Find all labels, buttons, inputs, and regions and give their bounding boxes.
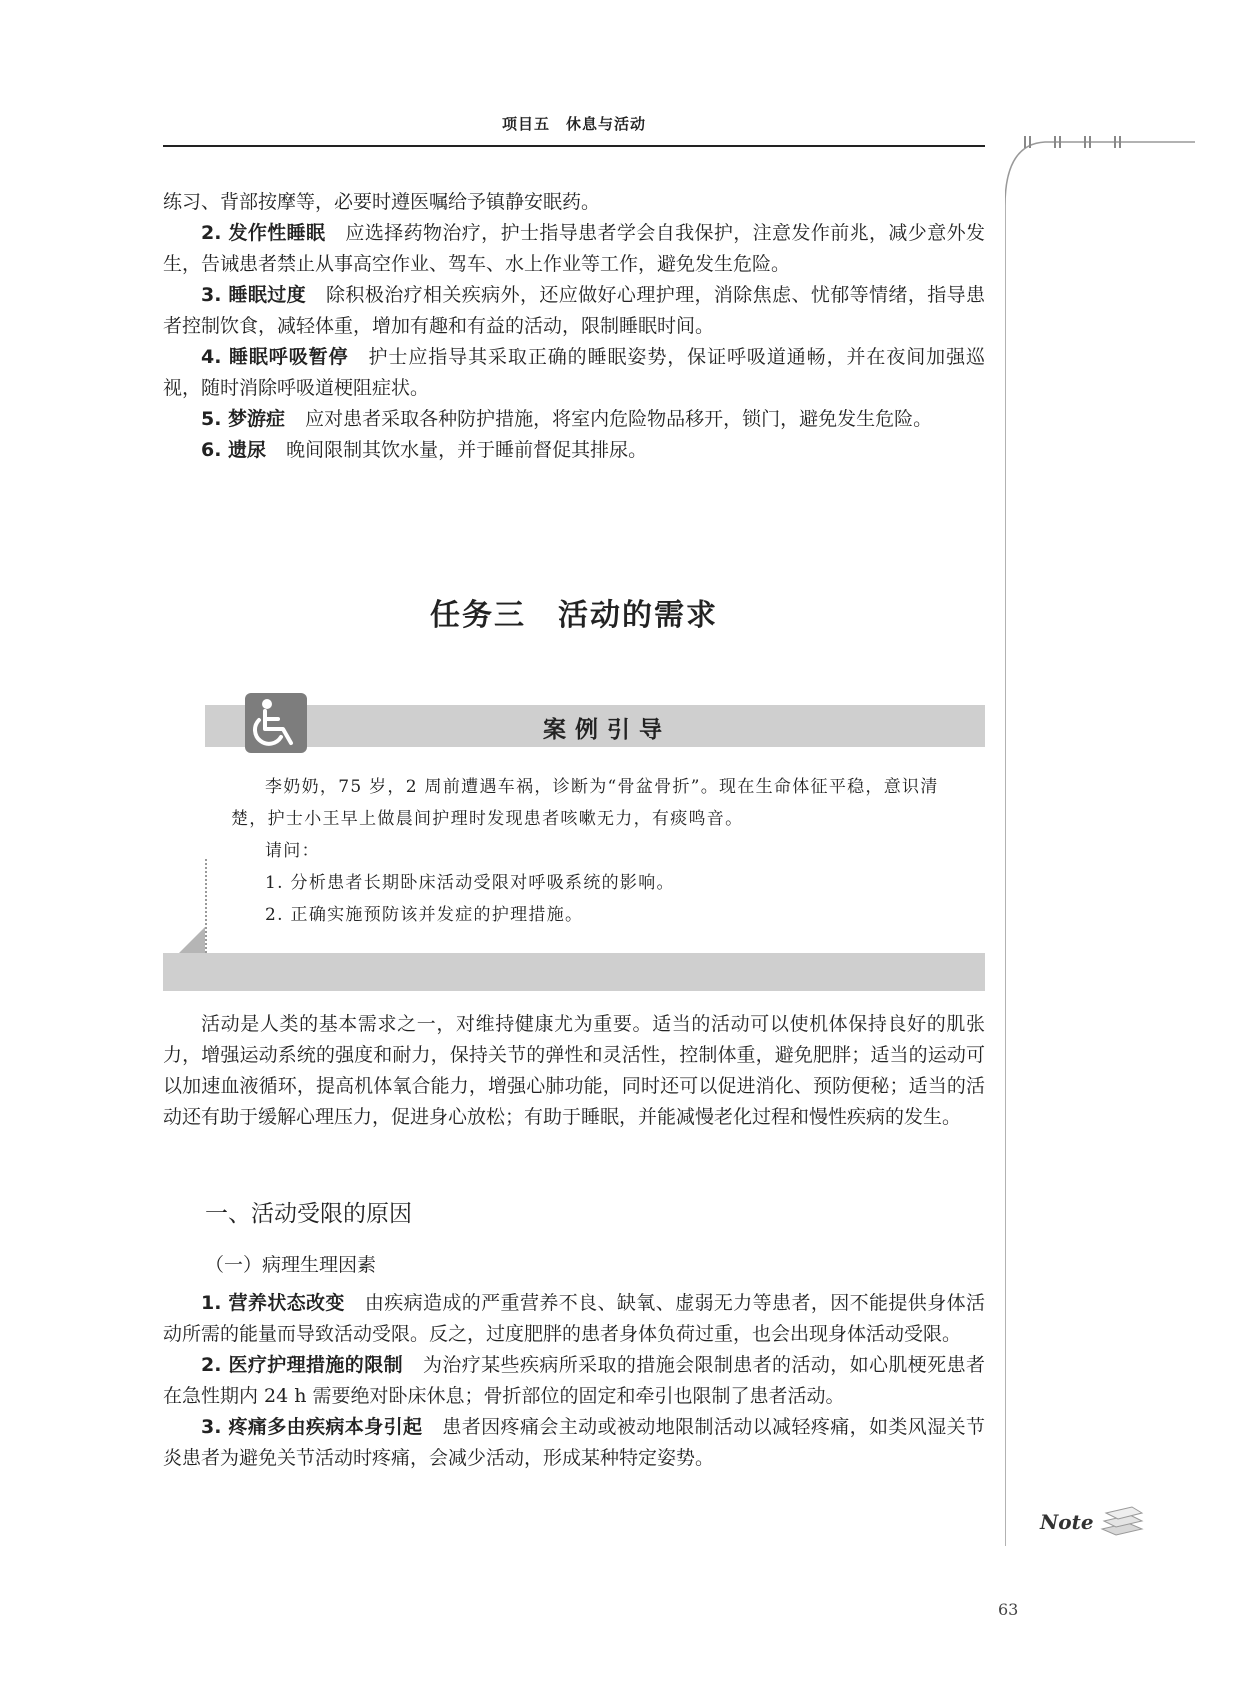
item-text: 应对患者采取各种防护措施，将室内危险物品移开，锁门，避免发生危险。 [305, 408, 933, 430]
list-item [163, 280, 985, 342]
item-term: 1. 营养状态改变 [201, 1292, 345, 1314]
intro-section [163, 1009, 985, 1133]
item-text: 由疾病造成的严重营养不良、缺氧、虚弱无力等患者，因不能提供身体活动所需的能量而导致活动受限。反之，过度肥胖的患者身体负荷过重，也会出现身体活动受限。 [163, 1292, 985, 1345]
running-header: 项目五 休息与活动 [501, 115, 646, 133]
item-term: 4. 睡眠呼吸暂停 [201, 346, 349, 368]
section-title: 任务三 活动的需求 [430, 598, 718, 633]
case-narrative: 李奶奶，75 岁，2 周前遭遇车祸，诊断为“骨盆骨折”。现在生命体征平稳，意识清楚，护士小王早上做晨间护理时发现患者咳嗽无力，有痰鸣音。 [231, 777, 939, 829]
intro-paragraph: 活动是人类的基本需求之一，对维持健康尤为重要。适当的活动可以使机体保持良好的肌张力，增强运动系统的强度和耐力，保持关节的弹性和灵活性，控制体重，避免肥胖；适当的运动可以加速血液循环，提高机体氧合能力，增强心肺功能，同时还可以促进消化、预防便秘；适当的活动还有助于缓解心理压力，促进身心放松；有助于睡眠，并能减慢老化过程和慢性疾病的发生。 [163, 1013, 985, 1128]
item-term: 2. 发作性睡眠 [201, 222, 326, 244]
header-rule [163, 145, 985, 147]
page-number: 63 [998, 1600, 1019, 1619]
item-term: 6. 遗尿 [201, 439, 267, 461]
list-item [163, 1412, 985, 1474]
list-item [163, 435, 985, 466]
heading-level-1: 一、活动受限的原因 [205, 1201, 412, 1227]
continuation-paragraph: 练习、背部按摩等，必要时遵医嘱给予镇静安眠药。 [163, 191, 601, 213]
list-item [163, 1288, 985, 1350]
item-term: 3. 疼痛多由疾病本身引起 [201, 1416, 423, 1438]
item-text: 除积极治疗相关疾病外，还应做好心理护理，消除焦虑、忧郁等情绪，指导患者控制饮食，减轻体重，增加有趣和有益的活动，限制睡眠时间。 [163, 284, 985, 337]
item-term: 5. 梦游症 [201, 408, 286, 430]
case-question: 1. 分析患者长期卧床活动受限对呼吸系统的影响。 [265, 873, 675, 893]
item-text: 为治疗某些疾病所采取的措施会限制患者的活动，如心肌梗死患者在急性期内 24 h 需要绝对卧床休息；骨折部位的固定和牵引也限制了患者活动。 [163, 1354, 985, 1407]
list-item [163, 218, 985, 280]
list-item [163, 1350, 985, 1412]
case-question: 2. 正确实施预防该并发症的护理措施。 [265, 905, 584, 925]
item-text: 晚间限制其饮水量，并于睡前督促其排尿。 [286, 439, 648, 461]
case-question-prompt: 请问： [265, 841, 320, 861]
item-text: 应选择药物治疗，护士指导患者学会自我保护，注意发作前兆，减少意外发生，告诫患者禁止从事高空作业、驾车、水上作业等工作，避免发生危险。 [163, 222, 985, 275]
item-text: 患者因疼痛会主动或被动地限制活动以减轻疼痛，如类风湿关节炎患者为避免关节活动时疼痛，会减少活动，形成某种特定姿势。 [163, 1416, 985, 1469]
item-term: 3. 睡眠过度 [201, 284, 307, 306]
causes-section [163, 1288, 985, 1474]
case-title: 案例引导 [543, 716, 671, 743]
wheelchair-icon [245, 693, 307, 753]
item-term: 2. 医疗护理措施的限制 [201, 1354, 403, 1376]
list-item [163, 404, 985, 435]
case-body [231, 771, 951, 931]
sleep-care-section [163, 187, 985, 466]
heading-level-2: （一）病理生理因素 [205, 1254, 377, 1276]
case-box [163, 693, 985, 993]
list-item [163, 342, 985, 404]
note-label: Note [1040, 1510, 1094, 1534]
item-text: 护士应指导其采取正确的睡眠姿势，保证呼吸道通畅，并在夜间加强巡视，随时消除呼吸道梗阻症状。 [163, 346, 985, 399]
margin-decoration [1005, 136, 1195, 1546]
books-icon [1098, 1505, 1146, 1541]
case-footer-bar [163, 953, 985, 991]
